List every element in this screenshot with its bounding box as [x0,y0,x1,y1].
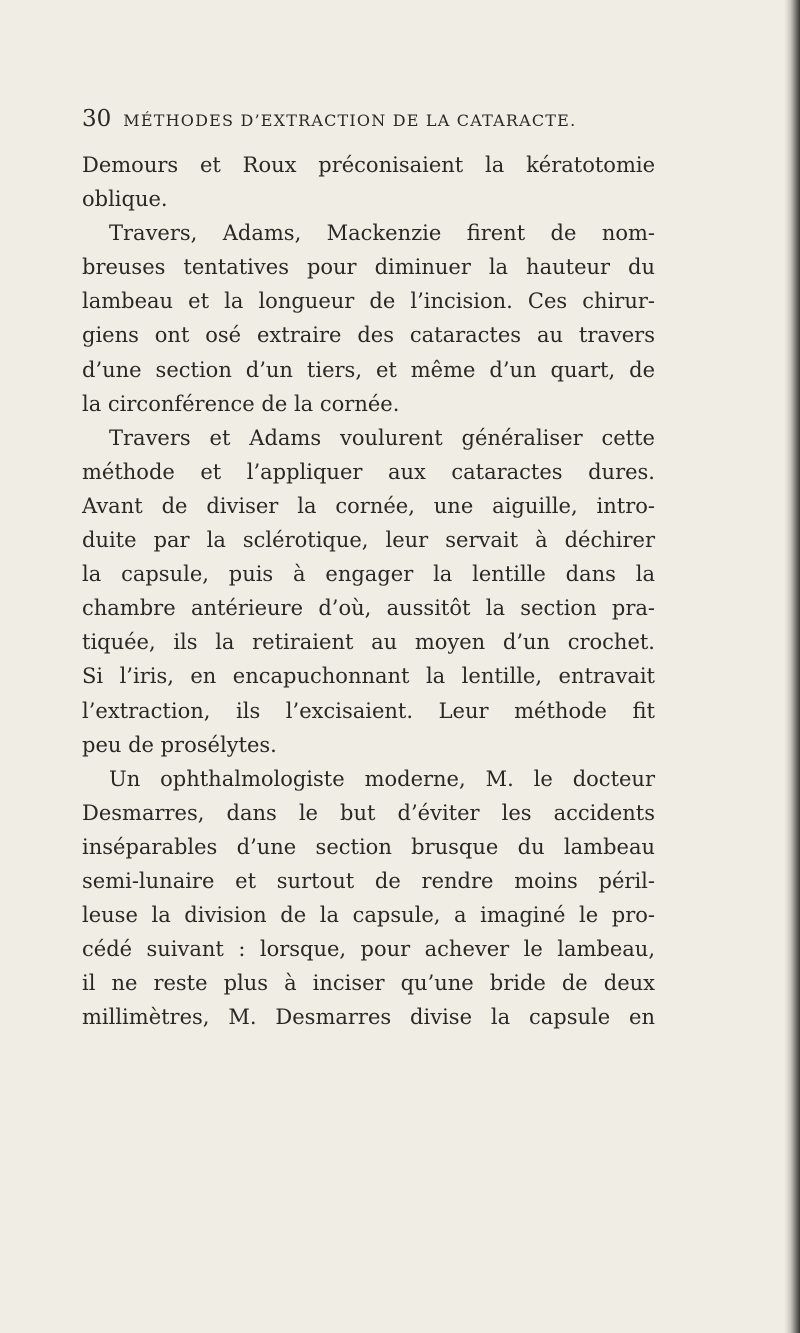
page-number: 30 [82,106,112,132]
text-line: duite par la sclérotique, leur servait à déchirer [82,528,655,553]
text-line: la capsule, puis à engager la lentille dans la [82,562,655,587]
text-line: giens ont osé extraire des cataractes au travers [82,323,655,348]
text-line: chambre antérieure d’où, aussitôt la section pra- [82,596,655,621]
text-line: Si l’iris, en encapuchonnant la lentille, entravait [82,664,655,689]
text-line: méthode et l’appliquer aux cataractes dures. [82,459,655,484]
text-line: il ne reste plus à inciser qu’une bride de deux [82,971,655,996]
text-line: la circonférence de la cornée. [82,391,400,416]
text-line: leuse la division de la capsule, a imaginé le pro- [82,903,655,928]
text-line: l’extraction, ils l’excisaient. Leur méthode fit [82,698,655,723]
text-line: Demours et Roux préconisaient la kératotomie [82,153,655,177]
running-head [82,106,722,132]
running-title: MÉTHODES D’EXTRACTION DE LA CATARACTE. [123,111,577,130]
text-line: millimètres, M. Desmarres divise la capsule en [82,1005,655,1030]
body-text [82,148,655,1034]
text-line: Travers, Adams, Mackenzie firent de nom- [109,221,655,246]
text-line: tiquée, ils la retiraient au moyen d’un crochet. [82,630,655,655]
text-line: cédé suivant : lorsque, pour achever le lambeau, [82,937,655,962]
text-line: lambeau et la longueur de l’incision. Ces chirur- [82,289,655,314]
text-line: semi-lunaire et surtout de rendre moins péril- [82,868,655,893]
text-line: oblique. [82,187,168,212]
text-line: breuses tentatives pour diminuer la hauteur du [82,255,655,280]
text-line: peu de prosélytes. [82,732,277,757]
page-edge-shadow [784,0,800,1333]
text-line: d’une section d’un tiers, et même d’un quart, de [82,357,655,382]
text-line: Travers et Adams voulurent généraliser cette [109,425,655,450]
text-line: Un ophthalmologiste moderne, M. le docteur [109,766,655,791]
text-line: Avant de diviser la cornée, une aiguille, intro- [82,493,655,518]
text-line: inséparables d’une section brusque du lambeau [82,834,655,859]
text-line: Desmarres, dans le but d’éviter les accidents [82,800,655,825]
